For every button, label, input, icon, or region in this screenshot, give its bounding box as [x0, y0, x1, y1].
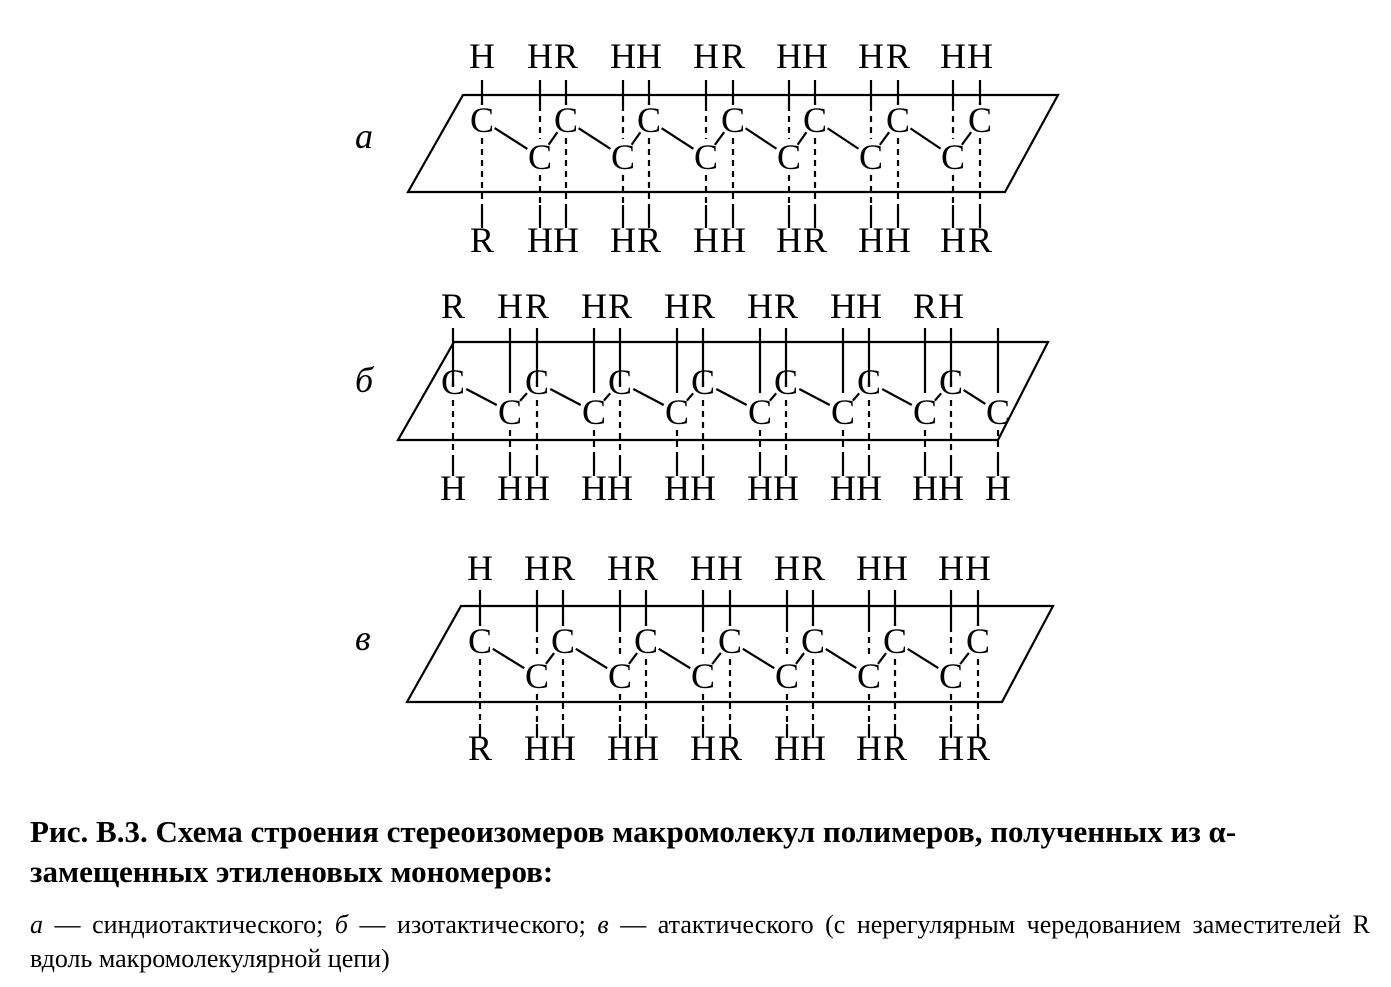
- substituent-bottom: R: [882, 728, 908, 768]
- substituent-top: H: [581, 286, 607, 326]
- substituent-top: R: [553, 36, 579, 76]
- substituent-top: H: [830, 286, 856, 326]
- substituent-top: H: [774, 548, 800, 588]
- substituent-bottom: H: [497, 468, 523, 508]
- substituent-bottom: H: [720, 220, 746, 260]
- panel-label-v: в: [355, 618, 371, 658]
- carbon-atom: C: [550, 621, 576, 661]
- substituent-bottom: H: [607, 468, 633, 508]
- substituent-bottom: H: [940, 220, 966, 260]
- carbon-atom: C: [830, 392, 856, 432]
- legend-letter-a: а: [30, 910, 43, 939]
- substituent-bottom: H: [774, 728, 800, 768]
- carbon-atom: C: [720, 100, 746, 140]
- backbone-bond: [493, 649, 524, 668]
- legend-text-v: — атактического (с нерегулярным чередованием заместителей R вдоль макромолекулярной цепи): [30, 910, 1370, 973]
- substituent-top: H: [802, 36, 828, 76]
- substituent-top: H: [717, 548, 743, 588]
- backbone-bond: [826, 649, 857, 668]
- backbone-bond: [882, 389, 912, 405]
- carbon-atom: C: [985, 392, 1011, 432]
- substituent-bottom: H: [524, 468, 550, 508]
- substituent-bottom: H: [664, 468, 690, 508]
- substituent-top: R: [633, 548, 659, 588]
- substituent-bottom: H: [776, 220, 802, 260]
- backbone-bond: [550, 389, 580, 405]
- carbon-atom: C: [776, 137, 802, 177]
- substituent-bottom: H: [440, 468, 466, 508]
- carbon-atom: C: [802, 100, 828, 140]
- carbon-atom: C: [858, 137, 884, 177]
- carbon-atom: C: [773, 362, 799, 402]
- carbon-atom: C: [636, 100, 662, 140]
- legend-letter-v: в: [597, 910, 609, 939]
- carbon-atom: C: [940, 137, 966, 177]
- substituent-top: H: [965, 548, 991, 588]
- carbon-atom: C: [882, 621, 908, 661]
- carbon-atom: C: [800, 621, 826, 661]
- legend-text-b: — изотактического;: [347, 910, 598, 939]
- carbon-atom: C: [747, 392, 773, 432]
- legend-text-a: — синдиотактического;: [43, 910, 335, 939]
- substituent-bottom: R: [802, 220, 828, 260]
- backbone-bond: [828, 128, 859, 148]
- substituent-top: R: [912, 286, 938, 326]
- substituent-bottom: H: [747, 468, 773, 508]
- substituent-top: R: [800, 548, 826, 588]
- substituent-top: H: [467, 548, 493, 588]
- substituent-top: H: [607, 548, 633, 588]
- carbon-atom: C: [553, 100, 579, 140]
- substituent-bottom: H: [938, 468, 964, 508]
- substituent-top: H: [636, 36, 662, 76]
- substituent-top: R: [550, 548, 576, 588]
- backbone-bond: [910, 128, 940, 148]
- caption-legend: [30, 908, 1370, 976]
- substituent-top: H: [690, 548, 716, 588]
- substituent-bottom: H: [553, 220, 579, 260]
- panel-label-a: а: [355, 116, 373, 156]
- carbon-atom: C: [774, 656, 800, 696]
- panel-label-b: б: [355, 360, 374, 400]
- substituent-bottom: H: [985, 468, 1011, 508]
- substituent-bottom: H: [856, 468, 882, 508]
- backbone-bond: [659, 649, 690, 668]
- substituent-bottom: H: [856, 728, 882, 768]
- substituent-top: H: [610, 36, 636, 76]
- carbon-atom: C: [633, 621, 659, 661]
- carbon-atom: C: [965, 621, 991, 661]
- panel-isotactic: [355, 286, 1048, 508]
- carbon-atom: C: [497, 392, 523, 432]
- backbone-bond: [964, 390, 986, 404]
- substituent-bottom: H: [830, 468, 856, 508]
- substituent-top: H: [527, 36, 553, 76]
- carbon-atom: C: [967, 100, 993, 140]
- panel-syndiotactic: [355, 36, 1058, 260]
- substituent-top: R: [440, 286, 466, 326]
- substituent-top: R: [773, 286, 799, 326]
- backbone-bond: [799, 389, 829, 405]
- carbon-atom: C: [690, 656, 716, 696]
- substituent-bottom: H: [633, 728, 659, 768]
- carbon-atom: C: [856, 656, 882, 696]
- substituent-top: H: [938, 286, 964, 326]
- legend-letter-b: б: [334, 910, 348, 939]
- carbon-atom: C: [690, 362, 716, 402]
- carbon-atom: C: [469, 100, 495, 140]
- substituent-top: H: [497, 286, 523, 326]
- substituent-bottom: H: [607, 728, 633, 768]
- substituent-top: H: [938, 548, 964, 588]
- substituent-bottom: H: [690, 468, 716, 508]
- substituent-top: H: [524, 548, 550, 588]
- substituent-bottom: R: [965, 728, 991, 768]
- carbon-atom: C: [693, 137, 719, 177]
- backbone-bond: [579, 128, 611, 149]
- substituent-top: R: [720, 36, 746, 76]
- carbon-atom: C: [527, 137, 553, 177]
- carbon-atom: C: [607, 656, 633, 696]
- backbone-bond: [466, 389, 496, 405]
- substituent-bottom: H: [690, 728, 716, 768]
- substituent-top: R: [690, 286, 716, 326]
- substituent-bottom: H: [524, 728, 550, 768]
- substituent-top: H: [967, 36, 993, 76]
- caption-title: Рис. В.3. Схема строения стереоизомеров макромолекул полимеров, полученных из α-замещенных этиленовых мономеров:: [30, 814, 1237, 889]
- substituent-top: H: [858, 36, 884, 76]
- substituent-bottom: H: [550, 728, 576, 768]
- backbone-bond: [495, 128, 528, 149]
- substituent-top: H: [940, 36, 966, 76]
- substituent-bottom: H: [858, 220, 884, 260]
- carbon-atom: C: [607, 362, 633, 402]
- backbone-bond: [908, 649, 939, 668]
- substituent-top: H: [882, 548, 908, 588]
- backbone-bond: [743, 649, 774, 668]
- backbone-bond: [633, 389, 663, 405]
- carbon-atom: C: [581, 392, 607, 432]
- substituent-bottom: R: [717, 728, 743, 768]
- substituent-bottom: H: [527, 220, 553, 260]
- backbone-bond: [576, 649, 607, 668]
- carbon-atom: C: [467, 621, 493, 661]
- substituent-bottom: H: [885, 220, 911, 260]
- substituent-top: H: [664, 286, 690, 326]
- substituent-top: H: [693, 36, 719, 76]
- substituent-top: R: [607, 286, 633, 326]
- backbone-bond: [746, 128, 777, 148]
- substituent-bottom: R: [636, 220, 662, 260]
- carbon-atom: C: [885, 100, 911, 140]
- substituent-top: H: [856, 548, 882, 588]
- substituent-top: H: [469, 36, 495, 76]
- substituent-top: H: [747, 286, 773, 326]
- backbone-bond: [662, 128, 694, 149]
- backbone-bond: [716, 389, 746, 405]
- substituent-bottom: H: [773, 468, 799, 508]
- substituent-bottom: H: [938, 728, 964, 768]
- substituent-top: H: [776, 36, 802, 76]
- substituent-bottom: R: [967, 220, 993, 260]
- carbon-atom: C: [717, 621, 743, 661]
- carbon-atom: C: [610, 137, 636, 177]
- substituent-bottom: R: [467, 728, 493, 768]
- carbon-atom: C: [664, 392, 690, 432]
- substituent-bottom: R: [469, 220, 495, 260]
- carbon-atom: C: [440, 362, 466, 402]
- substituent-bottom: H: [912, 468, 938, 508]
- carbon-atom: C: [912, 392, 938, 432]
- panel-atactic: [355, 548, 1053, 768]
- figure-caption: [30, 812, 1370, 976]
- carbon-atom: C: [938, 362, 964, 402]
- substituent-bottom: H: [800, 728, 826, 768]
- carbon-atom: C: [938, 656, 964, 696]
- carbon-atom: C: [856, 362, 882, 402]
- substituent-top: R: [885, 36, 911, 76]
- carbon-atom: C: [524, 656, 550, 696]
- substituent-top: H: [856, 286, 882, 326]
- carbon-atom: C: [524, 362, 550, 402]
- substituent-bottom: H: [693, 220, 719, 260]
- substituent-bottom: H: [610, 220, 636, 260]
- substituent-top: R: [524, 286, 550, 326]
- substituent-bottom: H: [581, 468, 607, 508]
